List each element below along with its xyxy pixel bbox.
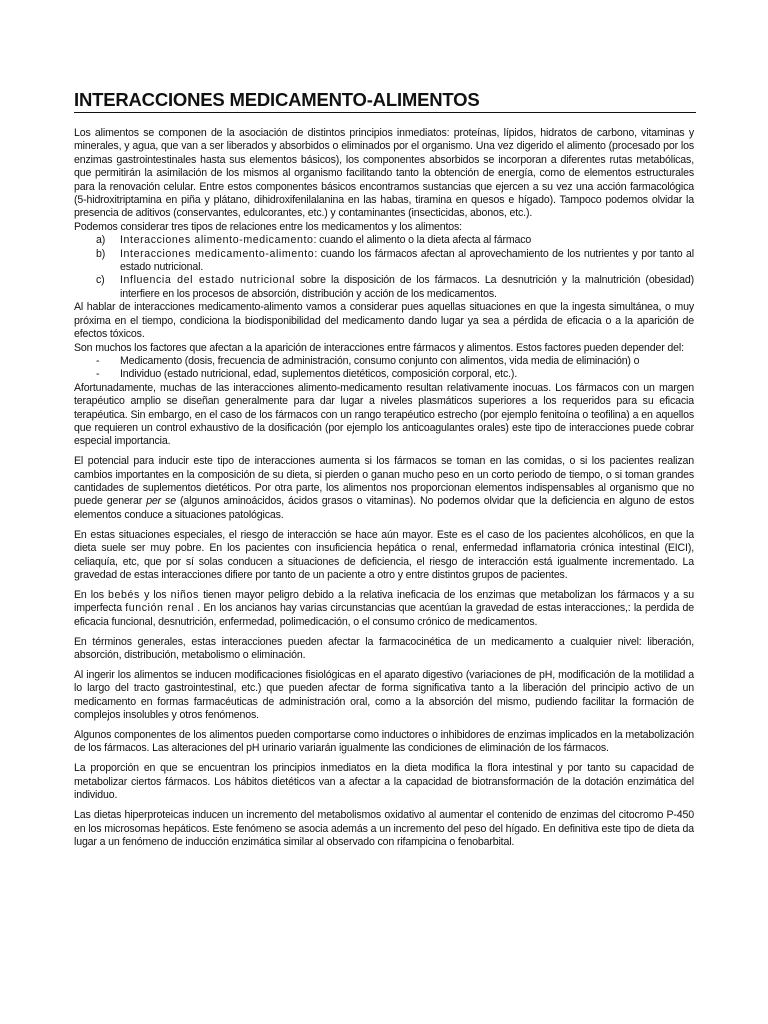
text-run: . En los ancianos hay varias circunstancias que acentúan la gravedad de estas interacciones,: la perdida de eficacia funcional, desnutrición, enfermedad, polimedicación, o el consumo crónico de medicamentos. [74, 602, 694, 628]
paragraph-enzymes: Algunos componentes de los alimentos pueden comportarse como inductores o inhibidores de enzimas implicados en la metabolización de los fármacos. Las alteraciones del pH urinario variarán igualmente las condiciones de eliminación de los fármacos. [74, 729, 694, 755]
text-run: En los [74, 588, 109, 601]
paragraph-special-situations: En estas situaciones especiales, el riesgo de interacción se hace aún mayor. Este es el caso de los pacientes alcohólicos, en que la dieta suele ser muy pobre. En los pacientes con insuficiencia hepática o renal, enfermedad inflamatoria crónica intestinal (EICI), celiaquía, etc, que por sí solas conducen a situaciones de deficiencia, el riesgo de interacción está igualmente incrementado. La gravedad de estas interacciones difiere por tanto de un paciente a otro y entre distintos grupos de pacientes. [74, 528, 694, 581]
list-item [74, 368, 694, 381]
text-run: (algunos aminoácidos, ácidos grasos o vitaminas). No podemos olvidar que la deficiencia en alguno de estos elementos conduce a situaciones patológicas. [74, 495, 694, 521]
paragraph-factors: Son muchos los factores que afectan a la aparición de interacciones entre fármacos y alimentos. Estos factores pueden depender del: [74, 341, 684, 354]
list-item [74, 355, 694, 368]
paragraph-potential [74, 455, 694, 522]
list-marker: - [96, 354, 100, 367]
list-item [74, 248, 694, 275]
paragraph-pharmacokinetics: En términos generales, estas interacciones pueden afectar la farmacocinética de un medicamento a cualquier nivel: liberación, absorción, distribución, metabolismo o eliminación. [74, 635, 694, 662]
list-text: Medicamento (dosis, frecuencia de administración, consumo conjunto con alimentos, vida media de eliminación) o [120, 354, 640, 367]
page-title: INTERACCIONES MEDICAMENTO-ALIMENTOS [74, 89, 696, 113]
emphasis-term: niños [170, 588, 199, 601]
paragraph-protein-diets: Las dietas hiperproteicas inducen un incremento del metabolismos oxidativo al aumentar el contenido de enzimas del citocromo P-450 en los microsomas hepáticos. Este fenómeno se asocia además a un incremento del peso del hígado. En definitiva este tipo de dieta da lugar a un fenómeno de inducción enzimática similar al observado con rifampicina o fenobarbital. [74, 809, 694, 848]
relations-list [74, 234, 694, 301]
list-text: sobre la disposición de los fármacos. La desnutrición y la malnutrición (obesidad) interfiere en los procesos de absorción, distribución y acción de los medicamentos. [120, 274, 694, 300]
list-term: Influencia del estado nutricional [120, 274, 296, 287]
emphasis-term: función renal [125, 602, 195, 615]
list-marker: a) [96, 234, 106, 247]
text-run: y los [139, 588, 171, 601]
list-marker: c) [96, 274, 105, 287]
paragraph-digestive: Al ingerir los alimentos se inducen modificaciones fisiológicas en el aparato digestivo (variaciones de pH, modificación de la motilidad a lo largo del tracto gastrointestinal, etc.) que pueden afectar de forma significativa tanto a la liberación del principio activo de un medicamento en formas farmacéuticas de administración oral, como a la absorción del mismo, pudiendo facilitar la formación de complejos insolubles y otros fenómenos. [74, 668, 694, 722]
factors-list [74, 355, 694, 382]
italic-term: per se [146, 495, 176, 508]
list-text: : cuando el alimento o la dieta afecta al fármaco [313, 234, 532, 247]
paragraph-intro: Los alimentos se componen de la asociación de distintos principios inmediatos: proteínas, lípidos, hidratos de carbono, vitaminas y minerales, y agua, que van a ser liberados y absorbidos o eliminados por el organismo. Una vez digerido el alimento (procesado por los enzimas gastrointestinales hasta sus elementos básicos), los componentes absorbidos se incorporan a diferentes rutas metabólicas, que permitirán la asimilación de los mismos al organismo facilitando tanto la obtención de energía, como de elementos estructurales para la renovación celular. Entre estos componentes básicos encontramos sustancias que ejercen a su vez una acción farmacológica (5-hidroxitriptamina en piña y plátano, dihidroxifenilalanina en las habas, tiramina en quesos e hígado). Tampoco podemos olvidar la presencia de aditivos (conservantes, edulcorantes, etc.) y contaminantes (insecticidas, abonos, etc.). [74, 127, 694, 220]
paragraph-babies-children [74, 589, 694, 629]
list-item [74, 274, 694, 301]
paragraph-innocuous: Afortunadamente, muchas de las interacciones alimento-medicamento resultan relativamente inocuas. Los fármacos con un margen terapéutico amplio se diseñan generalmente para dar lugar a niveles plasmáticos superiores a los requeridos para su eficacia terapéutica. Sin embargo, en el caso de los fármacos con un rango terapéutico estrecho (por ejemplo fenitoína o teofilina) a en aquellos que requieren un control exhaustivo de la dosificación (por ejemplo los anticoagulantes orales) este tipo de interacciones puede cobrar especial importancia. [74, 381, 694, 448]
list-text: : cuando los fármacos afectan al aprovechamiento de los nutrientes y por tanto al estado nutricional. [120, 247, 695, 274]
emphasis-term: bebés [108, 588, 140, 601]
paragraph-flora: La proporción en que se encuentran los principios inmediatos en la dieta modifica la flora intestinal y por tanto su capacidad de metabolizar ciertos fármacos. Los hábitos dietéticos van a afectar a la capacidad de biotransformación de la dotación enzimática del individuo. [74, 762, 694, 802]
list-item [74, 234, 694, 247]
text-run: tienen mayor peligro debido a la relativa ineficacia de los enzimas que metabolizan los fármacos y a su imperfecta [74, 588, 694, 615]
list-marker: - [96, 368, 100, 381]
document-body [74, 127, 694, 849]
list-text: Individuo (estado nutricional, edad, suplementos dietéticos, composición corporal, etc.). [120, 368, 518, 381]
paragraph-relations-intro: Podemos considerar tres tipos de relaciones entre los medicamentos y los alimentos: [74, 220, 462, 233]
list-term: Interacciones alimento-medicamento [120, 234, 314, 247]
text-run: El potencial para inducir este tipo de interacciones aumenta si los fármacos se toman en las comidas, o si los pacientes realizan cambios importantes en la composición de su dieta, si pierden o ganan mucho peso en un corto periodo de tiempo, o si toman grandes cantidades de suplementos dietéticos. Por otra parte, los alimentos nos proporcionan elementos indispensables al organismo que no puede generar [74, 455, 694, 508]
paragraph-med-food: Al hablar de interacciones medicamento-alimento vamos a considerar pues aquellas situaciones en que la ingesta simultánea, o muy próxima en el tiempo, condiciona la biodisponibilidad del medicamento dando lugar ya sea a pérdida de eficacia o a la aparición de efectos tóxicos. [74, 301, 694, 341]
list-marker: b) [96, 247, 106, 260]
list-term: Interacciones medicamento-alimento [120, 247, 315, 260]
